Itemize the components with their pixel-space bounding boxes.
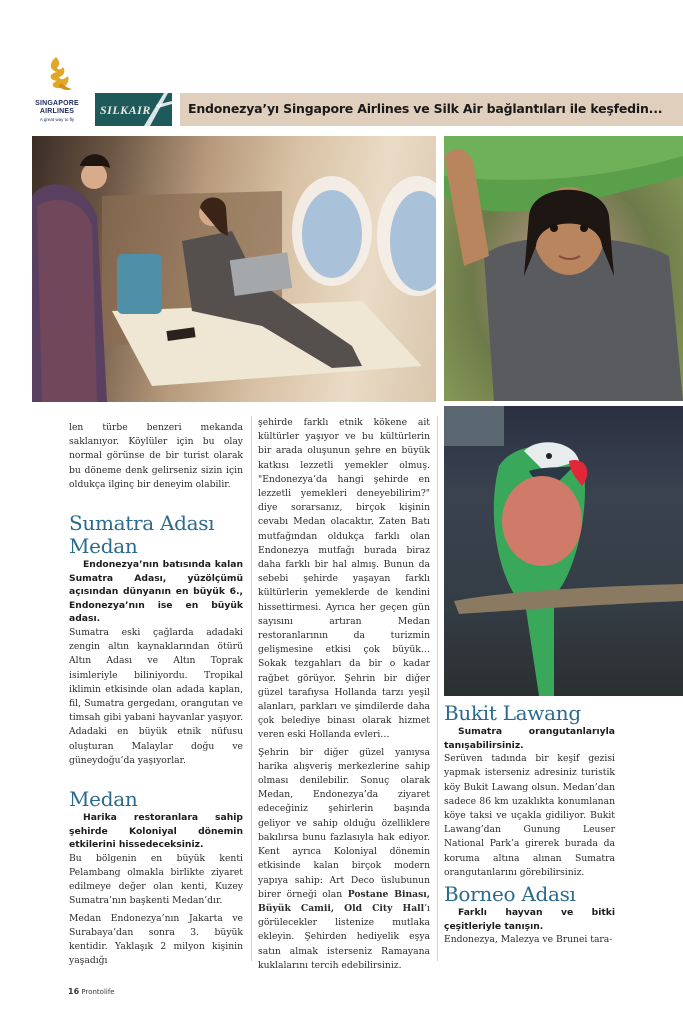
silkair-wordmark: SILKAIR	[100, 103, 151, 117]
section-lead-medan: Harika restoranlara sahip şehirde Koloniyal dönemin etkilerini hissedeceksiniz.	[69, 812, 243, 851]
sia-name-line2: AIRLINES	[39, 108, 75, 115]
singapore-airlines-logo	[24, 56, 90, 126]
article-column-2	[258, 416, 430, 973]
section-heading-borneo: Borneo Adası	[444, 882, 576, 907]
section-heading-medan: Medan	[69, 787, 138, 812]
section-body-medan-2: Medan Endonezya’nın Jakarta ve Surabaya’dan sonra 3. büyük kentidir. Yaklaşık 2 milyon kişinin yaşadığı	[69, 912, 243, 967]
paragraph-text: ’ı görülecekler listenize mutlaka ekleyin. Şehirden hediyelik eşya satın almak isterseniz Ramayana kuklalarını tercih edebilirsiniz.	[258, 902, 430, 971]
section-lead-sumatra: Endonezya’nın batısında kalan Sumatra Adası, yüzölçümü açısından dünyanın en büyük 6., Endonezya’nın ise en büyük adası.	[69, 559, 243, 625]
column-divider	[437, 416, 438, 961]
section-lead-borneo: Farklı hayvan ve bitki çeşitleriyle tanışın.	[444, 907, 615, 932]
landmarks-bold: Postane Binası, Büyük Camii, Old City Hall	[258, 888, 430, 914]
intro-paragraph: len türbe benzeri mekanda saklanıyor. Köylüler için bu olay normal görünse de bir turist olarak bu döneme denk gelirseniz sizin için oldukça ilginç bir deneyim olabilir.	[69, 422, 243, 490]
child-illustration	[444, 136, 683, 401]
silkair-logo	[95, 93, 172, 126]
article-column-1	[69, 421, 243, 968]
section-body-medan-1: Bu bölgenin en büyük kenti Pelambang olmakla birlikte ziyaret edilmeye değer olan kenti, Kuzey Sumatra’nın başkenti Medan’dır.	[69, 852, 243, 907]
silkair-wing-icon	[142, 93, 172, 126]
section-lead-bukit-lawang: Sumatra orangutanlarıyla tanışabilirsiniz.	[444, 726, 615, 751]
medan-shopping-paragraph	[258, 746, 430, 973]
child-photo	[444, 136, 683, 401]
parrot-illustration	[444, 406, 683, 696]
page-number: 16	[68, 987, 80, 996]
section-body-bukit-lawang: Serüven tadında bir keşif gezisi yapmak isterseniz adresiniz turistik köy Bukit Lawang olsun. Medan’dan sadece 86 km uzaklıkta konumlanan köye taksi ve uçakla gidiliyor. Bukit Lawang’dan Gunung Leuser National Park’a girerek burada da koruma altına alınan Sumatra orangutanlarını görebilirsiniz.	[444, 753, 615, 878]
sia-name-line1: SINGAPORE	[35, 100, 79, 107]
publication-name: Prontolife	[81, 988, 115, 996]
section-heading-bukit-lawang: Bukit Lawang	[444, 701, 581, 725]
header-banner	[180, 93, 683, 126]
medan-food-paragraph: şehirde farklı etnik kökene ait kültürler yaşıyor ve bu kültürlerin bir arada oluşunun şehre en büyük katkısı lezzetli yemekler olmuş. "Endonezya’da hangi şehirde en lezzetli yemekleri deneyebilirim?" diye sorarsanız, birçok kişinin cevabı Medan olacaktır. Zaten Batı mutfağından oldukça farklı olan Endonezya mutfağı burada biraz daha farklı bir hal almış. Bunun da sebebi şehirde yaşayan farklı kültürlerin yemeklerde de kendini hissettirmesi. Ayrıca her geçen gün sayısını artıran Medan restoranlarının da turizmin gelişmesine etkisi çok büyük… Sokak tezgahları da bir o kadar rağbet görüyor. Şehrin bir diğer güzel tarafıysa Hollanda tarzı yeşil alanları, parkları ve şimdilerde daha çok belediye binası olarak hizmet veren eski Hollanda evleri…	[258, 417, 430, 741]
sia-tagline: A great way to fly	[39, 117, 75, 122]
column-divider	[251, 416, 252, 961]
section-body-borneo: Endonezya, Malezya ve Brunei tara-	[444, 934, 613, 946]
sia-bird-icon	[40, 56, 74, 94]
section-body-sumatra: Sumatra eski çağlarda adadaki zengin altın kaynaklarından ötürü Altın Adası ve Altın Toprak isimleriyle biliniyordu. Tropikal iklimin etkisinde olan adada kaplan, fil, Sumatra gergedanı, orangutan ve timsah gibi yabani hayvanlar yaşıyor. Adadaki en büyük etnik nüfusu oluşturan Malaylar doğu ve güneydoğu’da yaşıyorlar.	[69, 626, 243, 766]
page-footer	[68, 987, 115, 996]
cabin-photo	[32, 136, 436, 402]
section-heading-medan-sub: Medan	[69, 534, 138, 559]
article-column-3	[444, 702, 615, 947]
paragraph-text: Şehrin bir diğer güzel yanıysa harika alışveriş merkezlerine sahip olması denilebilir. Sonuç olarak Medan, Endonezya’da ziyaret edeceğiniz şehirlerin başında geliyor ve sahip olduğu özelliklere bakılırsa bunu fazlasıyla hak ediyor. Kent ayrıca Koloniyal dönemin etkisinde kalan birçok modern yapıya sahip: Art Deco üslubunun birer örneği olan	[258, 746, 430, 900]
cabin-illustration	[32, 136, 436, 402]
parrot-photo	[444, 406, 683, 696]
section-heading-sumatra: Sumatra Adası	[69, 511, 215, 536]
page-title: Endonezya’yı Singapore Airlines ve Silk Air bağlantıları ile keşfedin...	[188, 101, 663, 116]
